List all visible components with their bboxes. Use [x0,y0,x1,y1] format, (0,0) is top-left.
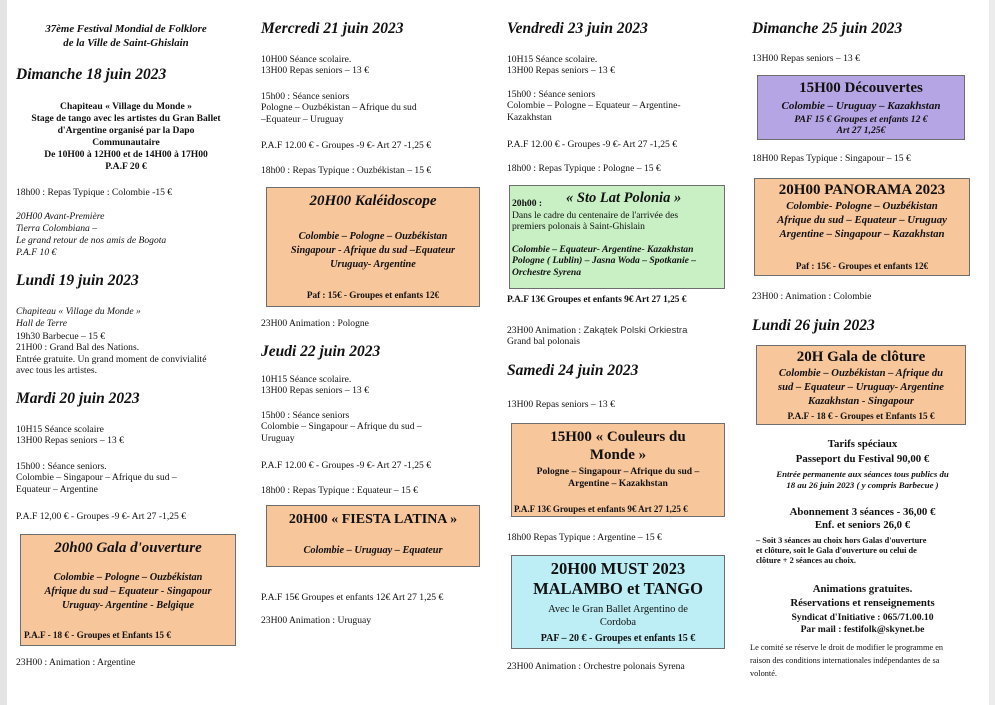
repas-typique-pologne: 18h00 : Repas Typique : Pologne – 15 € [507,163,661,174]
panorama-paf: Paf : 15€ - Groupes et enfants 12€ [795,261,929,271]
program-column-1 [12,0,240,705]
seance-seniors-thursday: 15h00 : Séance seniors Colombie – Singapour – Afrique du sud – Uruguay [261,410,422,444]
day-heading-sunday-18: Dimanche 18 juin 2023 [16,66,167,83]
page-edge-right [989,0,995,705]
kaleidoscope-countries: Colombie – Pologne – Ouzbékistan Singapour - Afrique du sud –Equateur Uruguay- Argentine [290,231,456,270]
barbecue-bal-info: 19h30 Barbecue – 15 € 21H00 : Grand Bal des Nations. [16,331,140,354]
fiesta-latina-countries: Colombie – Uruguay – Equateur [303,545,443,556]
syndicat-phone: Syndicat d'Initiative : 065/71.00.10 [791,612,934,623]
reservations-title: Réservations et renseignements [790,597,935,609]
festival-title: 37ème Festival Mondial de Folklore de la Ville de Saint-Ghislain [45,23,207,49]
seances-friday: 10H15 Séance scolaire. 13H00 Repas seniors – 13 € [507,54,615,77]
decouvertes-title: 15H00 Découvertes [799,80,923,96]
panorama-title: 20H00 PANORAMA 2023 [778,182,946,198]
gala-ouverture-title: 20h00 Gala d'ouverture [54,540,202,556]
kaleidoscope-paf: Paf : 15€ - Groupes et enfants 12€ [306,290,440,300]
kaleidoscope-title: 20H00 Kaléidoscope [309,193,437,209]
chapiteau-village-monde: Chapiteau « Village du Monde » Hall de Terre [16,306,141,329]
entree-gratuite-info: Entrée gratuite. Un grand moment de convivialité avec tous les artistes. [16,354,207,377]
couleurs-du-monde-paf: P.A.F 13€ Groupes et enfants 9€ Art 27 1,25 € [514,504,688,514]
repas-typique-argentine: 18h00 Repas Typique : Argentine – 15 € [507,532,662,543]
seance-seniors-friday: 15h00 : Séance seniors Colombie – Pologne – Equateur – Argentine- Kazakhstan [507,89,681,123]
paf-fiesta-latina: P.A.F 15€ Groupes et enfants 12€ Art 27 1,25 € [261,592,444,603]
day-heading-sunday-25: Dimanche 25 juin 2023 [752,20,903,37]
panorama-countries: Colombie- Pologne – Ouzbékistan Afrique du sud – Equateur – Uruguay Argentine – Singapour – Kazakhstan [777,200,947,240]
seances-wednesday: 10H00 Séance scolaire. 13H00 Repas seniors – 13 € [261,54,369,77]
event-box-couleurs-du-monde [511,423,725,517]
decouvertes-countries: Colombie – Uruguay – Kazakhstan [781,100,941,112]
event-box-gala-cloture [756,345,966,425]
day-heading-wednesday-21: Mercredi 21 juin 2023 [261,20,404,37]
paf-sto-lat-polonia: P.A.F 13€ Groupes et enfants 9€ Art 27 1,25 € [507,295,687,305]
must-2023-title: 20H00 MUST 2023 MALAMBO et TANGO [533,559,703,598]
animation-wednesday: 23H00 Animation : Pologne [261,318,369,329]
gala-ouverture-countries: Colombie – Pologne – Ouzbékistan Afrique du sud – Equateur - Singapour Uruguay- Argentine - Belgique [44,572,212,611]
seances-thursday: 10H15 Séance scolaire. 13H00 Repas seniors – 13 € [261,374,369,397]
gala-cloture-title: 20H Gala de clôture [796,349,926,365]
repas-seniors-sunday: 13H00 Repas seniors – 13 € [752,53,860,64]
gala-cloture-countries: Colombie – Ouzbékistan – Afrique du sud – Equateur – Uruguay- Argentine Kazakhstan - Singapour [778,368,944,407]
sto-lat-polonia-time: 20h00 : [512,198,543,209]
page-edge-left [0,0,7,705]
event-box-kaleidoscope [266,187,480,307]
event-box-decouvertes [757,75,965,140]
couleurs-du-monde-title: 15H00 « Couleurs du Monde » [550,429,686,463]
contact-email: Par mail : festifolk@skynet.be [800,624,925,635]
day-heading-thursday-22: Jeudi 22 juin 2023 [261,343,381,360]
event-box-gala-ouverture [20,534,236,646]
must-2023-subtitle: Avec le Gran Ballet Argentino de Cordoba [548,604,688,628]
day-heading-tuesday-20: Mardi 20 juin 2023 [16,390,140,407]
day-heading-friday-23: Vendredi 23 juin 2023 [507,20,648,37]
day-heading-monday-19: Lundi 19 juin 2023 [16,272,139,289]
event-box-fiesta-latina [266,505,480,567]
chapiteau-tango-info: Chapiteau « Village du Monde » Stage de tango avec les artistes du Gran Ballet d'Argentine organisé par la Dapo Communautaire De 10H00 à 12H00 et de 14H00 à 17H00 P.A.F 20 € [31,101,221,172]
gala-cloture-paf: P.A.F - 18 € - Groupes et Enfants 15 € [787,411,935,421]
animation-sunday: 23H00 : Animation : Colombie [752,291,872,302]
event-box-panorama [754,178,970,276]
animation-friday-label: 23H00 Animation : [507,325,584,336]
day-heading-monday-26: Lundi 26 juin 2023 [752,317,875,334]
sto-lat-polonia-title: « Sto Lat Polonia » [566,190,682,206]
repas-typique-singapour: 18H00 Repas Typique : Singapour – 15 € [752,153,911,164]
paf-friday: P.A.F 12.00 € - Groupes -9 €- Art 27 -1,25 € [507,139,678,150]
passeport-note: Entrée permanente aux séances tous publics du 18 au 26 juin 2023 ( y compris Barbecue ) [776,469,949,490]
couleurs-du-monde-countries: Pologne – Singapour – Afrique du sud – Argentine – Kazakhstan [536,466,700,489]
animation-tuesday: 23H00 : Animation : Argentine [16,657,136,668]
repas-seniors-saturday: 13H00 Repas seniors – 13 € [507,399,615,410]
animation-saturday: 23H00 Animation : Orchestre polonais Syrena [507,661,685,672]
animation-friday-band: Zakątek Polski Orkiestra [583,325,688,336]
repas-typique-colombie: 18h00 : Repas Typique : Colombie -15 € [16,187,173,198]
abonnement-price: Abonnement 3 séances - 36,00 € Enf. et seniors 26,0 € [789,506,936,531]
seances-tuesday: 10H15 Séance scolaire 13H00 Repas seniors – 13 € [16,424,124,447]
sto-lat-polonia-countries: Colombie – Equateur- Argentine- Kazakhstan Pologne ( Lublin) – Jasna Woda – Spotkanie – Orchestre Syrena [512,244,697,278]
seance-seniors-tuesday: 15h00 : Séance seniors. Colombie – Singapour – Afrique du sud – Equateur – Argentine [16,461,177,495]
abonnement-note: – Soit 3 séances au choix hors Galas d'ouverture et clôture, soit le Gala d'ouverture ou celui de clôture + 2 séances au choix. [756,536,927,565]
fiesta-latina-title: 20H00 « FIESTA LATINA » [288,512,458,527]
repas-typique-equateur: 18h00 : Repas Typique : Equateur – 15 € [261,485,418,496]
decouvertes-paf: PAF 15 € Groupes et enfants 12 € Art 27 1,25€ [794,114,928,136]
animation-thursday: 23H00 Animation : Uruguay [261,615,372,626]
program-column-3 [503,0,735,705]
sto-lat-polonia-description: Dans le cadre du centenaire de l'arrivée des premiers polonais à Saint-Ghislain [512,210,679,233]
seance-seniors-wednesday: 15h00 : Séance seniors Pologne – Ouzbékistan – Afrique du sud –Equateur – Uruguay [261,91,417,125]
avant-premiere-info: 20H00 Avant-Première Tierra Colombiana – Le grand retour de nos amis de Bogota P.A.F 10 € [16,211,167,258]
event-box-must-2023 [511,555,725,649]
day-heading-saturday-24: Samedi 24 juin 2023 [507,362,639,379]
gala-ouverture-paf: P.A.F - 18 € - Groupes et Enfants 15 € [24,630,171,640]
tarifs-speciaux-title: Tarifs spéciaux [827,438,898,450]
animation-friday [507,325,687,336]
animations-gratuites: Animations gratuites. [812,583,913,595]
must-2023-paf: PAF – 20 € - Groupes et enfants 15 € [540,633,696,644]
paf-tuesday: P.A.F 12,00 € - Groupes -9 €- Art 27 -1,25 € [16,511,187,522]
event-box-sto-lat-polonia [509,185,725,289]
repas-typique-ouzbekistan: 18h00 : Repas Typique : Ouzbékistan – 15 € [261,165,432,176]
grand-bal-polonais: Grand bal polonais [507,336,581,347]
passeport-festival-price: Passeport du Festival 90,00 € [795,453,930,465]
program-column-2 [256,0,486,705]
comite-disclaimer: Le comité se réserve le droit de modifier le programme en raison des conditions internationales indépendantes de sa volonté. [750,643,944,678]
program-column-4 [750,0,975,705]
paf-thursday: P.A.F 12.00 € - Groupes -9 €- Art 27 -1,25 € [261,460,432,471]
paf-wednesday: P.A.F 12.00 € - Groupes -9 €- Art 27 -1,25 € [261,140,432,151]
